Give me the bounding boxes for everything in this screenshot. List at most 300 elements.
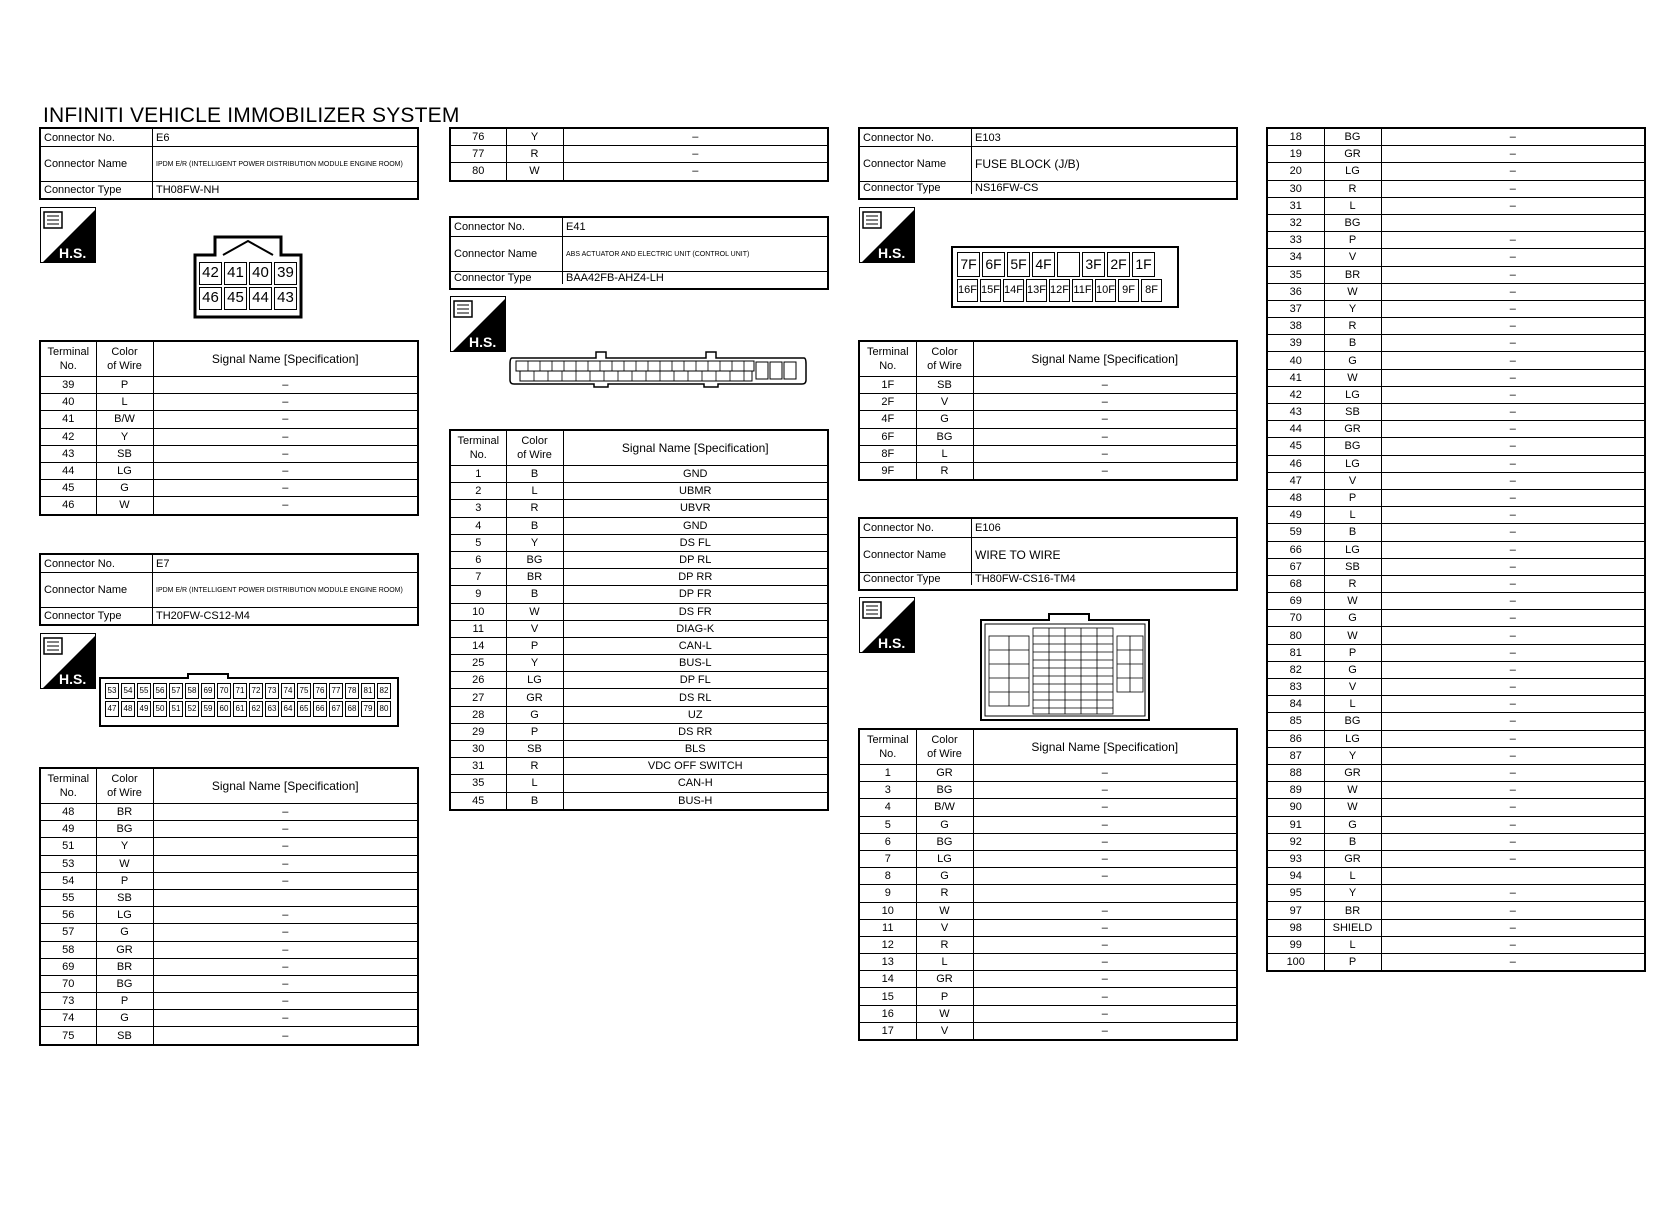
table-row: [859, 394, 1237, 411]
wire-color-cell: W: [96, 497, 153, 515]
terminal-cell: 70: [40, 975, 96, 992]
signal-cell: –: [1381, 386, 1645, 403]
table-row: [859, 971, 1237, 988]
header-terminal: Terminal No.: [450, 430, 506, 466]
terminal-cell: 59: [1267, 524, 1324, 541]
terminal-cell: 89: [1267, 782, 1324, 799]
table-row: [1267, 369, 1645, 386]
table-row: [450, 128, 828, 146]
label-connector-type: Connector Type: [860, 182, 972, 194]
signal-cell: DIAG-K: [563, 620, 828, 637]
table-row: [1267, 232, 1645, 249]
header-terminal: Terminal No.: [40, 341, 96, 377]
terminal-cell: 6: [859, 833, 916, 850]
wire-color-cell: LG: [96, 462, 153, 479]
signal-cell: –: [1381, 369, 1645, 386]
signal-cell: –: [153, 855, 418, 872]
terminal-cell: 46: [40, 497, 96, 515]
terminal-cell: 4F: [859, 411, 916, 428]
signal-cell: –: [973, 782, 1237, 799]
pin-label: 3F: [1082, 252, 1105, 277]
signal-cell: –: [1381, 713, 1645, 730]
terminal-cell: 34: [1267, 249, 1324, 266]
wire-color-cell: L: [1324, 197, 1381, 214]
pin-label: 39: [274, 262, 297, 285]
pin-label: 50: [153, 701, 167, 717]
terminal-cell: 35: [450, 775, 506, 792]
header-signal: Signal Name [Specification]: [973, 729, 1237, 765]
signal-cell: –: [1381, 180, 1645, 197]
pin-label: 77: [329, 683, 343, 699]
signal-cell: DP FR: [563, 586, 828, 603]
terminal-table-e7-continued: [449, 127, 829, 182]
wire-color-cell: SB: [1324, 404, 1381, 421]
signal-cell: –: [973, 816, 1237, 833]
terminal-cell: 7: [450, 569, 506, 586]
signal-cell: GND: [563, 466, 828, 483]
wire-color-cell: L: [916, 954, 973, 971]
signal-cell: –: [153, 993, 418, 1010]
table-row: [1267, 283, 1645, 300]
signal-cell: –: [1381, 885, 1645, 902]
wire-color-cell: W: [1324, 369, 1381, 386]
signal-cell: –: [1381, 730, 1645, 747]
terminal-cell: 41: [40, 411, 96, 428]
signal-cell: –: [153, 924, 418, 941]
terminal-cell: 92: [1267, 833, 1324, 850]
terminal-cell: 49: [40, 821, 96, 838]
table-row: [1267, 782, 1645, 799]
signal-cell: –: [1381, 799, 1645, 816]
signal-cell: –: [1381, 421, 1645, 438]
label-connector-name: Connector Name: [41, 147, 153, 181]
terminal-cell: 69: [1267, 593, 1324, 610]
table-row: [859, 885, 1237, 902]
table-row: [40, 821, 418, 838]
table-row: [40, 804, 418, 821]
wire-color-cell: L: [916, 445, 973, 462]
wire-color-cell: V: [506, 620, 563, 637]
wire-color-cell: B/W: [96, 411, 153, 428]
connector-no: E41: [566, 221, 586, 233]
wire-color-cell: BR: [506, 569, 563, 586]
wire-color-cell: R: [916, 462, 973, 480]
table-row: [859, 377, 1237, 394]
label-connector-no: Connector No.: [860, 519, 972, 537]
table-row: [450, 775, 828, 792]
table-row: [40, 462, 418, 479]
terminal-cell: 26: [450, 672, 506, 689]
wire-color-cell: G: [96, 1010, 153, 1027]
connector-no: E6: [156, 131, 170, 144]
table-row: [1267, 146, 1645, 163]
signal-cell: –: [973, 988, 1237, 1005]
table-row: [859, 799, 1237, 816]
wire-color-cell: BG: [96, 975, 153, 992]
terminal-cell: 6: [450, 551, 506, 568]
pin-label: 51: [169, 701, 183, 717]
signal-cell: UBVR: [563, 500, 828, 517]
connector-no: E103: [975, 131, 1001, 144]
signal-cell: –: [973, 765, 1237, 782]
pin-label: 58: [185, 683, 199, 699]
table-row: [1267, 507, 1645, 524]
pin-label: 76: [313, 683, 327, 699]
signal-cell: –: [1381, 610, 1645, 627]
table-row: [450, 586, 828, 603]
pin-label: 9F: [1118, 279, 1139, 302]
terminal-cell: 29: [450, 723, 506, 740]
pin-label: 53: [105, 683, 119, 699]
terminal-cell: 41: [1267, 369, 1324, 386]
header-color: Color of Wire: [916, 341, 973, 377]
pin-label: 2F: [1107, 252, 1130, 277]
pin-label: 16F: [957, 279, 978, 302]
pin-label: 82: [377, 683, 391, 699]
pin-label: 64: [281, 701, 295, 717]
connector-face-e41: [508, 350, 808, 388]
terminal-table-e106: [858, 728, 1238, 1041]
hs-label: H.S.: [59, 245, 87, 261]
signal-cell: [1381, 868, 1645, 885]
wire-color-cell: Y: [506, 655, 563, 672]
table-row: [450, 620, 828, 637]
signal-cell: –: [1381, 438, 1645, 455]
terminal-cell: 90: [1267, 799, 1324, 816]
signal-cell: –: [153, 462, 418, 479]
table-row: [1267, 163, 1645, 180]
pin-label: 45: [224, 287, 247, 310]
terminal-cell: 9: [450, 586, 506, 603]
harness-side-icon: [40, 633, 96, 689]
wire-color-cell: Y: [1324, 300, 1381, 317]
wire-color-cell: BG: [1324, 128, 1381, 146]
wire-color-cell: R: [1324, 180, 1381, 197]
header-terminal: Terminal No.: [40, 768, 96, 804]
wire-color-cell: P: [1324, 644, 1381, 661]
pin-label: 42: [199, 262, 222, 285]
table-row: [450, 672, 828, 689]
wire-color-cell: V: [1324, 679, 1381, 696]
connector-face-e106: [979, 612, 1151, 722]
table-row: [450, 706, 828, 723]
pin-label: 63: [265, 701, 279, 717]
wire-color-cell: P: [916, 988, 973, 1005]
wire-color-cell: L: [1324, 696, 1381, 713]
terminal-cell: 33: [1267, 232, 1324, 249]
terminal-cell: 30: [450, 741, 506, 758]
terminal-cell: 91: [1267, 816, 1324, 833]
terminal-cell: 40: [1267, 352, 1324, 369]
table-row: [450, 517, 828, 534]
table-row: [1267, 919, 1645, 936]
pin-label: 71: [233, 683, 247, 699]
table-row: [1267, 799, 1645, 816]
terminal-cell: 44: [40, 462, 96, 479]
terminal-table-e41: [449, 429, 829, 811]
wire-color-cell: R: [506, 146, 563, 163]
label-connector-name: Connector Name: [860, 538, 972, 572]
terminal-cell: 19: [1267, 146, 1324, 163]
wire-color-cell: W: [506, 163, 563, 181]
terminal-cell: 39: [40, 377, 96, 394]
wire-color-cell: B: [1324, 524, 1381, 541]
signal-cell: –: [153, 445, 418, 462]
signal-cell: –: [1381, 747, 1645, 764]
table-row: [40, 924, 418, 941]
connector-info-e41: [449, 216, 829, 290]
harness-side-icon: [859, 597, 915, 653]
pin-label: 67: [329, 701, 343, 717]
signal-cell: –: [153, 872, 418, 889]
label-connector-name: Connector Name: [41, 573, 153, 607]
connector-name: IPDM E/R (INTELLIGENT POWER DISTRIBUTION MODULE ENGINE ROOM): [156, 160, 403, 168]
terminal-cell: 14: [450, 637, 506, 654]
header-signal: Signal Name [Specification]: [153, 768, 418, 804]
connector-info-e103: [858, 127, 1238, 200]
terminal-cell: 43: [40, 445, 96, 462]
table-row: [450, 723, 828, 740]
signal-cell: –: [153, 821, 418, 838]
pin-label: 4F: [1032, 252, 1055, 277]
signal-cell: DP FL: [563, 672, 828, 689]
terminal-cell: 47: [1267, 472, 1324, 489]
pin-label: 79: [361, 701, 375, 717]
signal-cell: BLS: [563, 741, 828, 758]
terminal-cell: 81: [1267, 644, 1324, 661]
terminal-cell: 77: [450, 146, 506, 163]
pin-label: 78: [345, 683, 359, 699]
table-row: [40, 411, 418, 428]
wire-color-cell: BR: [96, 958, 153, 975]
signal-cell: –: [1381, 833, 1645, 850]
wire-color-cell: GR: [506, 689, 563, 706]
pin-label: 46: [199, 287, 222, 310]
terminal-cell: 13: [859, 954, 916, 971]
table-row: [1267, 421, 1645, 438]
table-row: [1267, 696, 1645, 713]
signal-cell: –: [1381, 764, 1645, 781]
terminal-table-e103: [858, 340, 1238, 481]
terminal-cell: 37: [1267, 300, 1324, 317]
terminal-cell: 7: [859, 850, 916, 867]
wire-color-cell: L: [96, 394, 153, 411]
table-row: [1267, 300, 1645, 317]
connector-type: BAA42FB-AHZ4-LH: [566, 272, 664, 284]
table-row: [450, 551, 828, 568]
terminal-cell: 82: [1267, 661, 1324, 678]
signal-cell: BUS-H: [563, 792, 828, 810]
signal-cell: –: [1381, 352, 1645, 369]
label-connector-name: Connector Name: [860, 147, 972, 181]
table-row: [859, 782, 1237, 799]
label-connector-no: Connector No.: [860, 129, 972, 146]
wire-color-cell: GR: [1324, 850, 1381, 867]
label-connector-type: Connector Type: [41, 608, 153, 624]
terminal-cell: 27: [450, 689, 506, 706]
table-row: [1267, 438, 1645, 455]
terminal-cell: 35: [1267, 266, 1324, 283]
wire-color-cell: P: [506, 637, 563, 654]
signal-cell: –: [1381, 661, 1645, 678]
terminal-cell: 66: [1267, 541, 1324, 558]
signal-cell: DS RL: [563, 689, 828, 706]
terminal-cell: 17: [859, 1022, 916, 1040]
terminal-cell: 45: [40, 480, 96, 497]
table-row: [40, 1010, 418, 1027]
signal-cell: –: [1381, 696, 1645, 713]
wire-color-cell: BG: [1324, 214, 1381, 231]
wire-color-cell: B: [506, 792, 563, 810]
signal-cell: –: [563, 146, 828, 163]
wire-color-cell: BG: [506, 551, 563, 568]
pin-label: 74: [281, 683, 295, 699]
table-row: [40, 907, 418, 924]
wire-color-cell: L: [506, 775, 563, 792]
signal-cell: –: [153, 428, 418, 445]
pin-label: 41: [224, 262, 247, 285]
terminal-cell: 8: [859, 868, 916, 885]
wire-color-cell: BR: [1324, 902, 1381, 919]
terminal-cell: 10: [450, 603, 506, 620]
connector-name: FUSE BLOCK (J/B): [975, 157, 1080, 171]
terminal-cell: 8F: [859, 445, 916, 462]
signal-cell: –: [153, 804, 418, 821]
signal-cell: VDC OFF SWITCH: [563, 758, 828, 775]
table-row: [859, 988, 1237, 1005]
table-row: [1267, 747, 1645, 764]
table-row: [1267, 180, 1645, 197]
table-row: [859, 850, 1237, 867]
wire-color-cell: SB: [96, 445, 153, 462]
signal-cell: –: [1381, 318, 1645, 335]
wire-color-cell: R: [506, 758, 563, 775]
terminal-cell: 46: [1267, 455, 1324, 472]
signal-cell: BUS-L: [563, 655, 828, 672]
table-row: [859, 936, 1237, 953]
harness-side-icon: [450, 296, 506, 352]
pin-label: 49: [137, 701, 151, 717]
signal-cell: –: [973, 850, 1237, 867]
label-connector-type: Connector Type: [451, 272, 563, 284]
wire-color-cell: W: [1324, 799, 1381, 816]
table-row: [450, 534, 828, 551]
terminal-cell: 99: [1267, 936, 1324, 953]
connector-info-e106: [858, 517, 1238, 591]
signal-cell: –: [153, 941, 418, 958]
table-row: [1267, 455, 1645, 472]
wire-color-cell: SB: [916, 377, 973, 394]
terminal-cell: 84: [1267, 696, 1324, 713]
terminal-cell: 68: [1267, 575, 1324, 592]
signal-cell: –: [973, 799, 1237, 816]
wire-color-cell: SB: [506, 741, 563, 758]
wire-color-cell: V: [916, 394, 973, 411]
terminal-cell: 39: [1267, 335, 1324, 352]
terminal-cell: 11: [450, 620, 506, 637]
terminal-cell: 98: [1267, 919, 1324, 936]
pin-label: 8F: [1141, 279, 1162, 302]
terminal-cell: 1: [859, 765, 916, 782]
pin-label: 11F: [1072, 279, 1093, 302]
terminal-cell: 3: [450, 500, 506, 517]
wire-color-cell: G: [916, 868, 973, 885]
signal-cell: –: [1381, 197, 1645, 214]
hs-label: H.S.: [469, 334, 497, 350]
table-row: [450, 500, 828, 517]
header-color: Color of Wire: [96, 768, 153, 804]
terminal-cell: 42: [1267, 386, 1324, 403]
table-row: [1267, 885, 1645, 902]
table-row: [1267, 954, 1645, 972]
wire-color-cell: W: [916, 1005, 973, 1022]
header-signal: Signal Name [Specification]: [973, 341, 1237, 377]
signal-cell: –: [153, 497, 418, 515]
wire-color-cell: BG: [1324, 438, 1381, 455]
terminal-cell: 57: [40, 924, 96, 941]
signal-cell: –: [1381, 335, 1645, 352]
terminal-cell: 88: [1267, 764, 1324, 781]
wire-color-cell: B: [1324, 335, 1381, 352]
signal-cell: DP RL: [563, 551, 828, 568]
table-row: [40, 889, 418, 906]
terminal-table-e6: [39, 340, 419, 516]
signal-cell: –: [1381, 936, 1645, 953]
terminal-cell: 86: [1267, 730, 1324, 747]
signal-cell: –: [1381, 404, 1645, 421]
table-row: [450, 637, 828, 654]
wire-color-cell: Y: [506, 534, 563, 551]
terminal-cell: 3: [859, 782, 916, 799]
pin-label: 5F: [1007, 252, 1030, 277]
terminal-cell: 74: [40, 1010, 96, 1027]
table-row: [859, 462, 1237, 480]
terminal-cell: 11: [859, 919, 916, 936]
wire-color-cell: SB: [96, 889, 153, 906]
table-row: [859, 1022, 1237, 1040]
pin-label: 7F: [957, 252, 980, 277]
wire-color-cell: G: [96, 480, 153, 497]
terminal-cell: 44: [1267, 421, 1324, 438]
pin-label: 6F: [982, 252, 1005, 277]
connector-type: TH20FW-CS12-M4: [156, 610, 250, 622]
terminal-cell: 45: [1267, 438, 1324, 455]
pin-label: 43: [274, 287, 297, 310]
terminal-cell: 18: [1267, 128, 1324, 146]
connector-face-e6: [193, 235, 303, 319]
wire-color-cell: R: [1324, 318, 1381, 335]
table-row: [40, 958, 418, 975]
harness-side-icon: [859, 207, 915, 263]
terminal-cell: 25: [450, 655, 506, 672]
wire-color-cell: B: [506, 466, 563, 483]
terminal-cell: 4: [450, 517, 506, 534]
signal-cell: –: [1381, 283, 1645, 300]
wire-color-cell: BG: [916, 782, 973, 799]
terminal-cell: 40: [40, 394, 96, 411]
connector-face-e7: [98, 672, 400, 728]
pin-label: 59: [201, 701, 215, 717]
terminal-cell: 95: [1267, 885, 1324, 902]
terminal-cell: 31: [1267, 197, 1324, 214]
wire-color-cell: GR: [1324, 146, 1381, 163]
connector-type: TH80FW-CS16-TM4: [975, 573, 1076, 585]
signal-cell: –: [1381, 593, 1645, 610]
signal-cell: –: [1381, 541, 1645, 558]
label-connector-no: Connector No.: [41, 129, 153, 146]
table-row: [450, 741, 828, 758]
table-row: [1267, 593, 1645, 610]
